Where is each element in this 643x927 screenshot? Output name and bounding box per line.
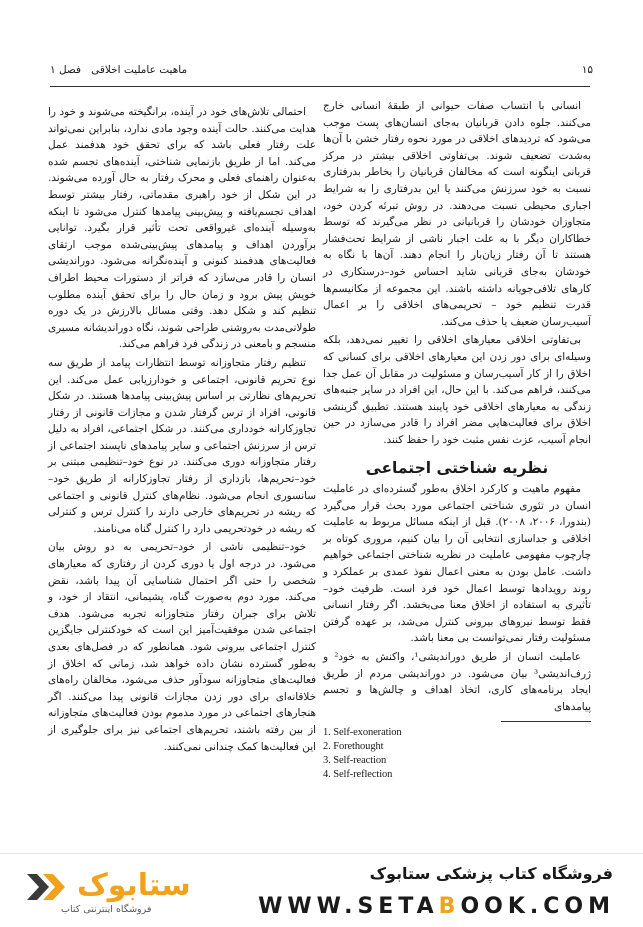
paragraph: بی‌تفاوتی اخلاقی معیارهای اخلاقی را تغییر نمی‌دهد، بلکه وسیله‌ای برای دور زدن این معیارهای اخلاقی برای کسانی که اخلاق را از کار آسیب‌رسان و مسئولیت در مقابل آن عمل جدا می‌کنند، فراهم می‌کند. با این حال، این افراد در سایر جنبه‌های زندگی به معیارهای اخلاقی خود پایبند هستند. تطبیق گزینشی اخلاق برای فعالیت‌هایی مضر افراد را قادر می‌سازد در حین انجام آسیب، عزت نفس مثبت خود را حفظ کنند. [323, 334, 591, 446]
paragraph: تنظیم رفتار متجاوزانه توسط انتظارات پیامد از طریق سه نوع تحریم قانونی، اجتماعی و خودارزیابی عمل می‌کند. این تحریم‌های نظارتی بر اساس پیش‌بینی پیامدها هستند. در شکل قانونی، افراد از ترس گرفتار شدن و مجازات قانونی از رفتار تجاوزکارانه خودداری می‌کنند. در شکل اجتماعی، افراد به دلیل ترس از سرزنش اجتماعی و سایر پیامدهای ناپسند اجتماعی از رفتار متجاوزانه دوری می‌کنند. در نوع خود–تنظیمی مبتنی بر خود–تحریم‌ها، بازداری از رفتار تجاوزکارانه از طریق خود–سانسوری انجام می‌شود. نظام‌های کنترل قانونی و اجتماعی که ریشه در تحریم‌های خارجی دارند را کنترل ترس و کنترلی که ریشه در خودتحریمی دارد را کنترل گناه می‌نامند. [48, 356, 316, 535]
footnote: 4. Self-reflection [323, 769, 393, 781]
page-number: ۱۵ [581, 64, 593, 76]
chapter-title: ماهیت عاملیت اخلاقی [91, 64, 188, 76]
chapter-label: فصل ۱ [50, 64, 82, 76]
running-title [50, 64, 187, 76]
footnote: 2. Forethought [323, 741, 384, 753]
banner-title: فروشگاه کتاب پزشکی ستابوک [369, 864, 613, 883]
website-link[interactable] [258, 894, 615, 919]
url-prefix: WWW.SETA [258, 894, 439, 919]
store-banner [0, 853, 643, 927]
logo-tagline: فروشگاه اینترنتی کتاب [61, 904, 152, 915]
left-column [48, 104, 316, 757]
footnote: 3. Self-reaction [323, 755, 387, 767]
paragraph: خود–تنظیمی ناشی از خود–تحریمی به دو روش بیان می‌شود. در درجه اول یا دوری کردن از رفتاری که معیارهای شخصی را حتی اگر احتمال شناسایی آن پیدا باشد، نقض می‌کند. مورد دوم به‌صورت گناه، پشیمانی، انتقاد از خود، و تلاش برای جبران رفتار متجاوزانه تجربه می‌شود. هدف اجتماعی شدن موفقیت‌آمیز این است که خودکنترلی جایگزین کنترل اجتماعی بیرونی شود. همانطور که در فصل‌های بعدی به‌طور گسترده نشان داده خواهد شد، زمانی که اخلاق از فعالیت‌های متجاوزانه سودآور حذف می‌شود، مخالفان راه‌های خلاقانه‌ای برای دور زدن مجازات قانونی پیدا می‌کنند. اگر هنجارهای اجتماعی در مورد مدموم بودن فعالیت‌های متجاوزانه از بین رفته باشند، تحریم‌های اجتماعی نیز برای جلوگیری از این فعالیت‌ها کمک چندانی نمی‌کنند. [48, 541, 316, 753]
paragraph: احتمالی تلاش‌های خود در آینده، برانگیخته می‌شوند و خود را هدایت می‌کنند. حالت آینده وجود مادی ندارد، بنابراین نمی‌تواند علت رفتار فعلی باشد که برای تحقق خود هدفمند عمل می‌کند. اما از طریق بازنمایی شناختی، آینده‌های تجسم شده به‌عنوان راهنمای فعلی و محرک رفتار به حال آورده می‌شوند. در این شکل از خود راهبری مقدماتی، رفتار بیشتر توسط اهداف تجسم‌یافته و پیش‌بینی پیامدها کنترل می‌شود تا اینکه به‌وسیله آینده‌ای غیرواقعی تحت تأثیر قرار بگیرد. توانایی برآوردن اهداف و پیامدهای پیش‌بینی‌شده موجب ارتقای فعالیت‌های هدفمند کنونی و آینده‌نگرانه می‌شود. دوراندیشی انسان را قادر می‌سازد که فراتر از دستورات محیط اطراف خویش پیش برود و زمان حال را برای تحقق آینده مطلوب تنظیم کند و شکل دهد. وقتی مسائل بالارزش در یک دوره طولانی‌مدت به‌روشنی طراحی شوند، نگاه دوراندیشانه مسیری منسجم و بامعنی در زندگی فرد فراهم می‌کند. [48, 106, 316, 351]
footnote-divider [501, 721, 591, 722]
logo-wordmark: ستابوک [77, 868, 191, 903]
setabook-logo[interactable] [25, 868, 191, 918]
paragraph: عاملیت انسان از طریق دوراندیشی¹، واکنش به خود² و ژرف‌اندیشی³ بیان می‌شود. در دوراندیشی مردم از طریق ایجاد برنامه‌های کاری، اتخاذ اهداف و چالش‌ها و تجسم پیامدهای [323, 651, 591, 713]
url-accent: B [438, 894, 461, 919]
double-arrow-icon [25, 870, 75, 904]
url-suffix: OOK.COM [460, 894, 615, 919]
section-heading: نظریه شناختی اجتماعی [365, 459, 549, 478]
header-divider [50, 86, 590, 87]
right-column [323, 98, 591, 782]
page-header [50, 62, 593, 78]
footnotes [323, 726, 591, 782]
paragraph: مفهوم ماهیت و کارکرد اخلاق به‌طور گسترده‌ای در عاملیت انسان در تئوری شناختی اجتماعی مورد بحث قرار می‌گیرد (بندورا، ۲۰۰۶، ۲۰۰۸). قبل از اینکه مسائل مربوط به عاملیت اخلاقی و جداسازی انتخابی آن را بیان کنیم، مروری کوتاه بر چارچوب مفهومی عاملیت در نظریه شناختی اجتماعی خواهیم داشت. عامل بودن به معنی اعمال نفوذ عمدی بر عملکرد و روند رویدادها توسط اعمال خود فرد است. ظرفیت خود– تأثیری به استفاده از اخلاق معنا می‌بخشد. اگر رفتار انسانی فقط توسط نیروهای بیرونی کنترل می‌شد، بر عهده گرفتن مسئولیت رفتار نمی‌توانست بی معنا باشد. [323, 483, 591, 645]
footnote: 1. Self-exoneration [323, 727, 402, 739]
paragraph: انسانی با انتساب صفات حیوانی از طبقهٔ انسانی خارج می‌کنند. جلوه دادن قربانیان به‌جای انسان‌های پست موجب می‌شود که تردیدهای اخلاقی در مورد نحوه رفتار خشن با آن‌ها به‌شدت تضعیف شوند. بی‌تفاوتی اخلاقی بیشتر در مرکز قربانی اینگونه است که مخالفان قربانیان را بخاطر بدرفتاری نسبت به خود سرزنش می‌کنند یا این بدرفتاری را به شرایط اجباری محیطی نسبت می‌دهند. در روش تبرئه کردن خود، متجاوزان خودشان را قربانیانی در نظر می‌گیرند که توسط خطاکاران دیگر با به علت اجبار ناشی از شرایط تحت‌فشار هستند تا آن رفتار زیان‌بار را انجام دهند. آن‌ها با نگاه به خودشان به‌جای قربانی شاید احساس خود–درستکاری در کارهای تلافی‌جویانه داشته باشند. این مجموعه از مکانیسم‌ها قدرت تنظیم خود – تحریمی‌های اخلاقی را بر اعمال آسیب‌رسان ضعیف یا حذف می‌کند. [323, 100, 591, 328]
